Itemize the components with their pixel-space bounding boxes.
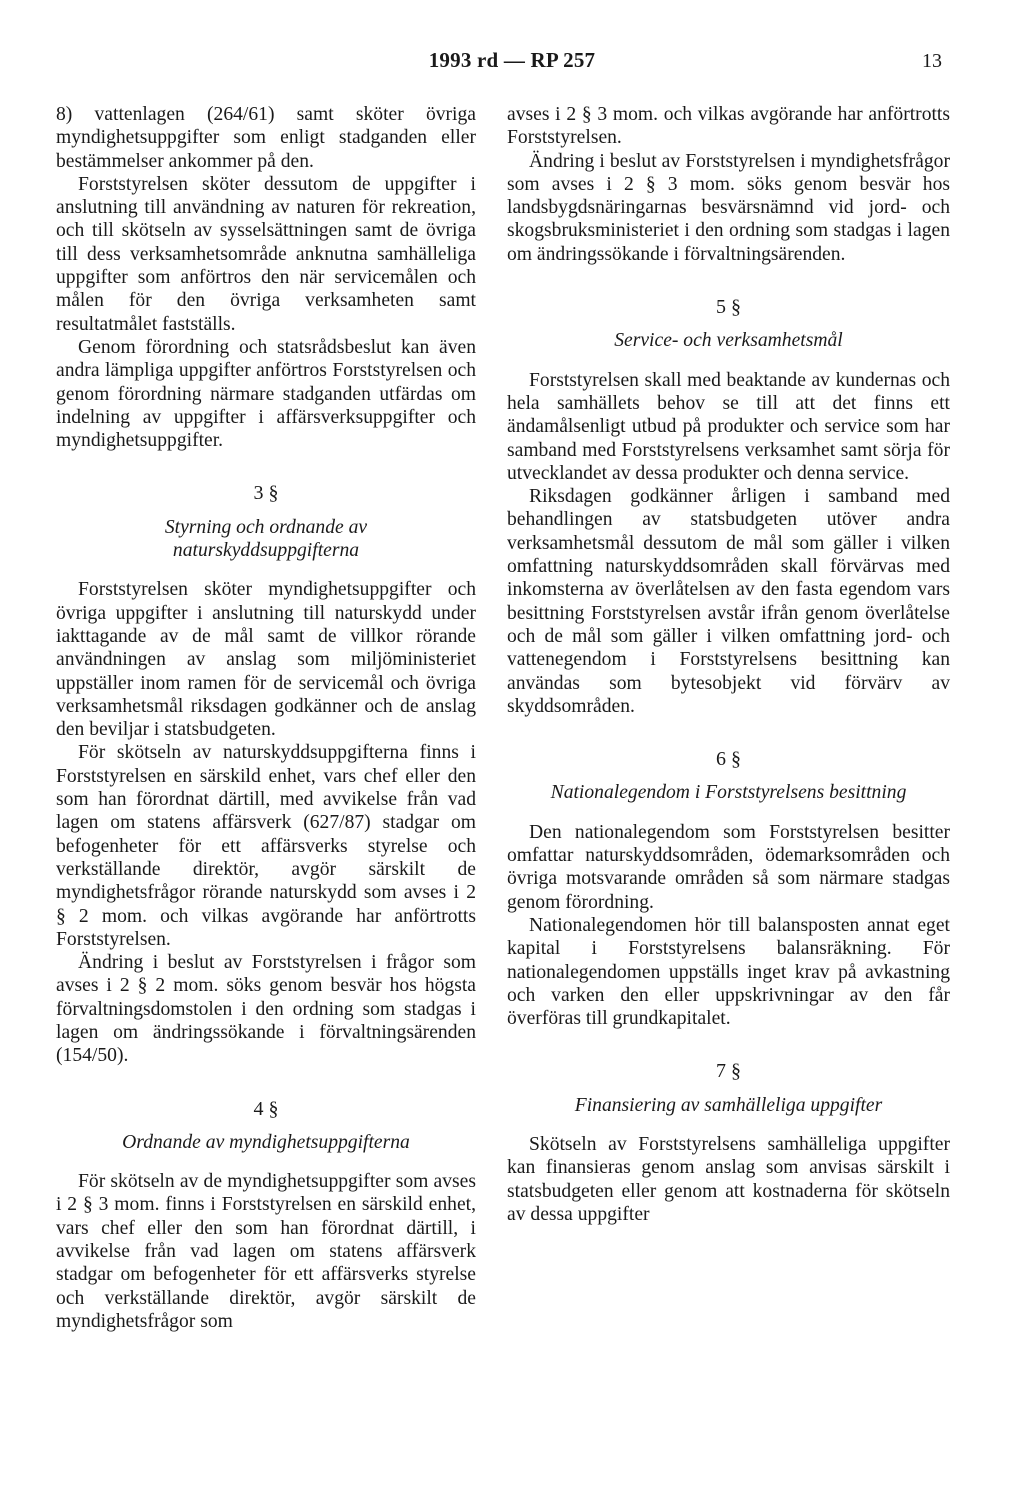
- section-title: Service- och verksamhetsmål: [614, 330, 843, 352]
- section-number: 6 §: [716, 748, 741, 771]
- paragraph: Den nationalegendom som Forststyrelsen besitter omfattar naturskyddsområden, ödemarksområden och övriga motsvarande områden så som närmare stadgas genom förordning.: [507, 821, 950, 913]
- section-number: 3 §: [253, 482, 279, 505]
- paragraph: För skötseln av naturskyddsuppgifterna finns i Forststyrelsen en särskild enhet, vars chef eller den som han förordnat därtill, med avvikelse från vad lagen om statens affärsverk (627/87) stadgar om befogenheter för ett affärsverks styrelse och verkställande direktör, avgör särskilt de myndighetsfrågor rörande naturskydd som avses i 2 § 2 mom. och vilkas avgörande har anförtrotts Forststyrelsen.: [56, 742, 476, 950]
- paragraph: Forststyrelsen skall med beaktande av kundernas och hela samhällets behov se till att det finns ett ändamålsenligt utbud på produkter och service som har samband med Forststyrelsens verksamhet samt sörja för utvecklandet av dessa produkter och denna service.: [507, 369, 950, 484]
- running-header: 1993 rd — RP 257: [428, 48, 596, 72]
- paragraph: Skötseln av Forststyrelsens samhälleliga uppgifter kan finansieras genom anslag som anvisas särskilt i statsbudgeten eller genom att kostnaderna för skötseln av dessa uppgifter: [507, 1133, 950, 1225]
- section-number: 4 §: [253, 1097, 279, 1120]
- paragraph: För skötseln av de myndighetsuppgifter som avses i 2 § 3 mom. finns i Forststyrelsen en särskild enhet, vars chef eller den som han förordnat därtill, i avvikelse från vad lagen om statens affärsverk stadgar om befogenheter för ett affärsverks styrelse och verkställande direktör, avgör särskilt de myndighetsfrågor som: [56, 1171, 476, 1332]
- paragraph: Forststyrelsen sköter myndighetsuppgifter och övriga uppgifter i anslutning till naturskydd under iakttagande av de mål samt de villkor rörande användningen av anslag som miljöministeriet uppställer inom ramen för de servicemål och övriga verksamhetsmål riksdagen godkänner och de anslag den beviljar i statsbudgeten.: [56, 579, 476, 741]
- paragraph: Riksdagen godkänner årligen i samband med behandlingen av statsbudgeten utöver andra verksamhetsmål dessutom de mål som gäller i vilken omfattning naturskyddsområden skall förvärvas med inkomsterna av överlåtelsen av den fasta egendom vars besittning Forststyrelsen avstår ifrån genom överlåtelse och de mål som gäller i vilken omfattning jord- och vattenegendom i Forststyrelsens besittning kan användas som bytesobjekt vid förvärv av skyddsområden.: [507, 486, 950, 717]
- left-column: [56, 103, 476, 1333]
- section-title: Ordnande av myndighetsuppgifterna: [122, 1131, 410, 1153]
- paragraph: avses i 2 § 3 mom. och vilkas avgörande har anförtrotts Forststyrelsen.: [507, 104, 950, 149]
- paragraph: Genom förordning och statsrådsbeslut kan även andra lämpliga uppgifter anförtros Forststyrelsen och genom förordning närmare stadganden utfärdas om indelning av uppgifter i affärsverksuppgifter och myndighetsuppgifter.: [56, 336, 476, 452]
- page-number: 13: [922, 50, 942, 72]
- paragraph: Ändring i beslut av Forststyrelsen i myndighetsfrågor som avses i 2 § 3 mom. söks genom besvär hos landsbygdsnäringarnas besvärsnämnd vid jord- och skogsbruksministeriet i den ordning som stadgas i lagen om ändringssökande i förvaltningsärenden.: [507, 150, 950, 265]
- section-number: 7 §: [716, 1060, 741, 1083]
- paragraph: 8) vattenlagen (264/61) samt sköter övriga myndighetsuppgifter som enligt stadganden eller bestämmelser ankommer på den.: [56, 104, 476, 172]
- section-title: Styrning och ordnande av naturskyddsuppgifterna: [164, 516, 368, 562]
- section-number: 5 §: [716, 296, 741, 319]
- paragraph: Ändring i beslut av Forststyrelsen i frågor som avses i 2 § 2 mom. söks genom besvär hos högsta förvaltningsdomstolen i den ordning som stadgas i lagen om ändringssökande i förvaltningsärenden (154/50).: [56, 952, 476, 1067]
- paragraph: Forststyrelsen sköter dessutom de uppgifter i anslutning till användning av naturen för rekreation, och till skötseln av sysselsättningen samt de övriga till dess verksamhetsområde anknutna samhälleliga uppgifter som anförtros den när servicemålen och målen för den övriga verksamheten samt resultatmålet fastställs.: [56, 173, 476, 335]
- section-title: Nationalegendom i Forststyrelsens besittning: [550, 782, 907, 804]
- right-column: [507, 103, 950, 1226]
- paragraph: Nationalegendomen hör till balansposten annat eget kapital i Forststyrelsens balansräkning. För nationalegendomen uppställs inget krav på avkastning och varken den eller uppskrivningar av den får överföras till grundkapitalet.: [507, 914, 950, 1030]
- section-title: Finansiering av samhälleliga uppgifter: [574, 1094, 883, 1116]
